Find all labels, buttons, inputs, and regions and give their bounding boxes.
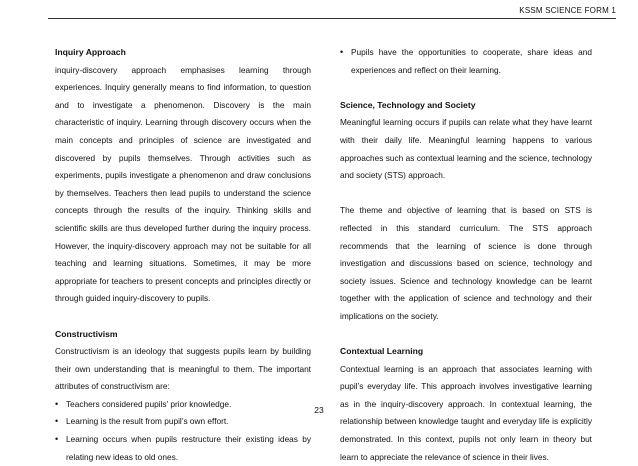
continued-attributes-list [340, 44, 592, 79]
right-column [340, 44, 592, 466]
sts-paragraph-1: Meaningful learning occurs if pupils can relate what they have learnt with their daily life. Meaningful learning happens to various approaches such as contextual learning and the science, technology and society (STS) approach. [340, 117, 592, 181]
inquiry-paragraph: inquiry-discovery approach emphasises learning through experiences. Inquiry generally means to find information, to question and to investigate a phenomenon. Discovery is the main characteristic of inquiry. Learning through discovery occurs when the main concepts and principles of science are investigated and discovered by pupils themselves. Through activities such as experiments, pupils investigate a phenomenon and draw conclusions by themselves. Teachers then lead pupils to understand the science concepts through the results of the inquiry. Thinking skills and scientific skills are thus developed further during the inquiry process. However, the inquiry-discovery approach may not be suitable for all teaching and learning situations. Sometimes, it may be more appropriate for teachers to present concepts and principles directly or through guided inquiry-discovery to pupils. [55, 64, 311, 304]
contextual-heading: Contextual Learning [340, 346, 424, 357]
page-header [0, 0, 638, 22]
list-item: • Learning occurs when pupils restructure their existing ideas by relating new ideas to old ones. [55, 431, 311, 466]
spacer [340, 185, 592, 203]
inquiry-heading: Inquiry Approach [55, 47, 126, 57]
left-column [55, 44, 311, 466]
spacer [55, 308, 311, 326]
spacer [340, 79, 592, 97]
running-header-title: KSSM SCIENCE FORM 1 [519, 6, 616, 15]
header-divider [48, 18, 616, 19]
list-item: • Learning is the result from pupil’s own effort. [55, 413, 311, 431]
constructivism-heading: Constructivism [55, 328, 118, 339]
page-number: 23 [314, 405, 324, 415]
constructivism-paragraph: Constructivism is an ideology that suggests pupils learn by building their own understanding that is meaningful to them. The important attributes of constructivism are: [55, 346, 311, 392]
sts-paragraph-2: The theme and objective of learning that is based on STS is reflected in this standard curriculum. The STS approach recommends that the learning of science is done through investigation and discussions based on science, technology and society issues. Science and technology knowledge can be learnt together with the application of science and technology and their implications on the society. [340, 205, 592, 321]
spacer [340, 326, 592, 344]
contextual-paragraph: Contextual learning is an approach that associates learning with pupil’s everyday life. This approach involves investigative learning as in the inquiry-discovery approach. In contextual learning, the relationship between knowledge taught and everyday life is explicitly demonstrated. In this context, pupils not only learn in theory but learn to appreciate the relevance of science in their lives. [340, 363, 592, 462]
sts-heading: Science, Technology and Society [340, 99, 476, 110]
list-item: • Teachers considered pupils’ prior knowledge. [55, 396, 311, 414]
list-item: • Pupils have the opportunities to cooperate, share ideas and experiences and reflect on their learning. [340, 44, 592, 79]
